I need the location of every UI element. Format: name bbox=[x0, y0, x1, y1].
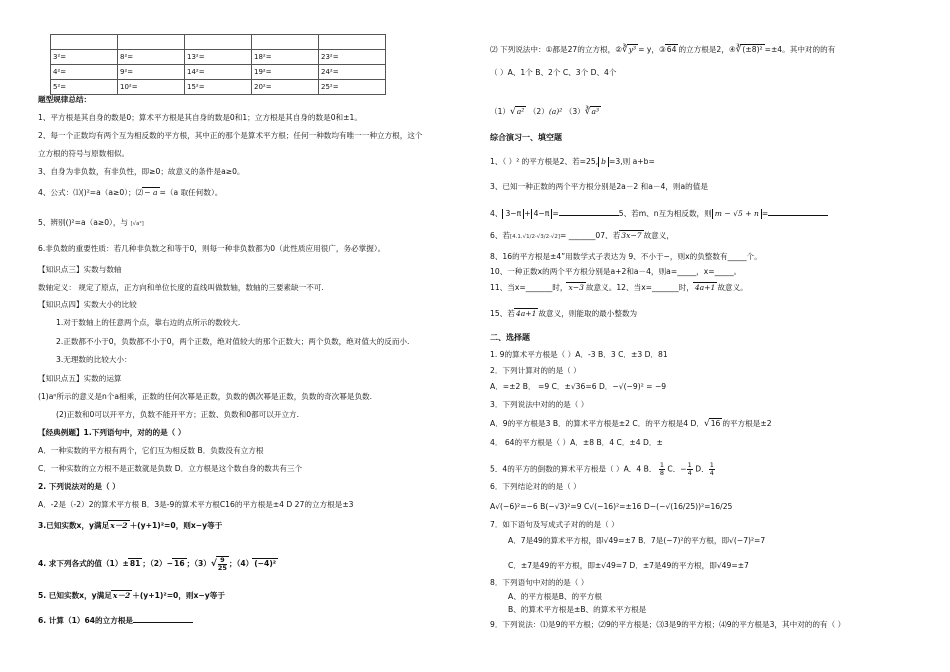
squares-table bbox=[50, 34, 386, 95]
example-1-options-cd: C．一种实数的立方根不是正数就是负数 D．立方根是这个数自身的数共有三个 bbox=[38, 464, 303, 473]
table-cell: 15²= bbox=[185, 80, 252, 95]
fill-11-12: 11、当x=_______时，x−3 故意义。12、当x=_______时，4a+1 故意义。 bbox=[490, 283, 748, 292]
table-cell: 9²= bbox=[118, 65, 185, 80]
fill-4-5: 4、 3−π + 4−π = 5、若m、n互为相反数，则 m − √5 + n = bbox=[490, 207, 828, 219]
summary-title: 题型规律总结： bbox=[38, 95, 92, 104]
knowledge-point-5-item-1: (1)aⁿ所示的意义是n个a相乘，正数的任何次幂是正数，负数的偶次幂是正数，负数的奇次幂是负数. bbox=[38, 392, 373, 401]
summary-item-2: 2、每一个正数均有两个互为相反数的平方根，其中正的那个是算术平方根；任何一种数均有唯一一种立方根，这个 bbox=[38, 131, 423, 140]
summary-item-4: 4、公式：⑴()²=a（a≥0）；⑵− a =（a 取任何数）。 bbox=[38, 188, 223, 197]
example-2-options: A．-2是（-2）2的算术平方根 B．3是-9的算术平方根C16的平方根是±4 D 27的立方根是±3 bbox=[38, 500, 354, 509]
fill-3: 3、已知一种正数的两个平方根分别是2a－2 和a－4，则a的值是 bbox=[490, 182, 708, 191]
summary-item-6: 6.非负数的重要性质：若几种非负数之和等于0，则每一种非负数都为0（此性质应用很广，务必掌握）。 bbox=[38, 244, 386, 253]
knowledge-point-4-title: 【知识点四】实数大小的比较 bbox=[38, 300, 137, 309]
question-2-stem: ⑵ 下列说法中：①都是27的立方根，②∛y³ = y，③64 的立方根是2，④∛(±8)² =±4。其中对的的有 bbox=[490, 45, 836, 55]
examples-title: 【经典例题】1.下列语句中，对的的是（ ） bbox=[38, 428, 186, 437]
answer-blank[interactable] bbox=[559, 207, 619, 216]
choice-7-options-ab: A．7是49的算术平方根，即√49=±7 B．7是(−7)²的平方根，即√(−7)²=7 bbox=[508, 536, 766, 545]
fraction-9-25: $\frac{9}{25}$ bbox=[217, 556, 227, 572]
choice-section-title: 二、选择题 bbox=[490, 333, 530, 342]
choice-7: 7．如下语句及写成式子对的的是（ ） bbox=[490, 520, 619, 529]
table-cell: 24²= bbox=[319, 65, 386, 80]
summary-item-2-cont: 立方根的符号与原数相似。 bbox=[38, 149, 130, 158]
choice-6: 6．下列结论对的的是（ ） bbox=[490, 482, 581, 491]
formula-image: [4.1.√1/2·√3/2·√2] bbox=[510, 234, 561, 240]
formula-sqrt: − a bbox=[144, 188, 158, 197]
choice-6-options: A√(−6)²=−6 B(−√3)²=9 C√(−16)²=±16 D−(−√(16/25))²=16/25 bbox=[490, 502, 733, 511]
answer-blank[interactable] bbox=[133, 614, 193, 623]
table-cell: 20²= bbox=[252, 80, 319, 95]
summary-item-5: 5、辨别()²=a（a≥0），与 [√a²] bbox=[38, 218, 144, 227]
table-cell: 25²= bbox=[319, 80, 386, 95]
choice-4: 4． 64的平方根是（ ）A．±8 B．4 C．±4 D．± bbox=[490, 438, 663, 447]
example-3: 3.已知实数x，y满足x－2 ＋(y+1)²=0，则x−y等于 bbox=[38, 521, 223, 530]
summary-item-1: 1、平方根是其自身的数是0；算术平方根是其自身的数是0和1；立方根是其自身的数是0和±1。 bbox=[38, 113, 362, 122]
knowledge-point-5-title: 【知识点五】实数的运算 bbox=[38, 374, 122, 383]
table-cell bbox=[51, 35, 118, 50]
example-1-options-ab: A．一种实数的平方根有两个，它们互为相反数 B．负数没有立方根 bbox=[38, 446, 264, 455]
choice-7-options-cd: C．±7是49的平方根，即±√49=7 D．±7是49的平方根，即√49=±7 bbox=[508, 561, 749, 570]
table-cell: 13²= bbox=[185, 50, 252, 65]
knowledge-point-4-item-3: 3.无理数的比较大小： bbox=[56, 355, 132, 364]
table-cell: 19²= bbox=[252, 65, 319, 80]
table-cell: 14²= bbox=[185, 65, 252, 80]
table-cell: 23²= bbox=[319, 50, 386, 65]
table-row bbox=[51, 80, 386, 95]
table-cell: 3²= bbox=[51, 50, 118, 65]
choice-2-options: A．=±2 B． =9 C．±√36=6 D．−√(−9)² = −9 bbox=[490, 382, 667, 391]
knowledge-point-4-item-1: 1.对于数轴上的任意两个点，靠右边的点所示的数较大. bbox=[56, 318, 241, 327]
table-cell: 18²= bbox=[252, 50, 319, 65]
fill-15: 15、若4a+1 故意义，则能取的最小整数为 bbox=[490, 309, 638, 318]
example-6: 6. 计算（1）64的立方根是 bbox=[38, 614, 193, 626]
table-row bbox=[51, 65, 386, 80]
knowledge-point-3-def: 数轴定义： 规定了原点，正方向和单位长度的直线叫做数轴，数轴的三要素缺一不可. bbox=[38, 283, 324, 292]
question-2-options: （ ）A、1个 B、2个 C、3个 D、4个 bbox=[490, 68, 617, 77]
table-cell bbox=[319, 35, 386, 50]
summary-item-3: 3、自身为非负数，有非负性，即≥0；故意义的条件是a≥0。 bbox=[38, 167, 245, 176]
choice-8-options-ab: A、的平方根是B、的平方根 bbox=[508, 592, 602, 601]
fill-1: 1、（ ）² 的平方根是2、若=25, b =3,则 a+b= bbox=[490, 157, 655, 166]
choice-9: 9．下列说法：⑴是9的平方根；⑵9的平方根是；⑶3是9的平方根；⑷9的平方根是3，其中对的的有（ ） bbox=[490, 620, 846, 629]
choice-3-options: A．9的平方根是3 B．的算术平方根是±2 C．的平方根是4 D．√16 的平方根是±2 bbox=[490, 419, 772, 429]
knowledge-point-3-title: 【知识点三】实数与数轴 bbox=[38, 265, 122, 274]
table-row bbox=[51, 35, 386, 50]
choice-1: 1. 9的算术平方根是（ ）A．-3 B．3 C．±3 D．81 bbox=[490, 350, 668, 359]
knowledge-point-4-item-2: 2.正数都不小于0，负数都不小于0，两个正数，绝对值较大的那个正数大；两个负数，绝对值大的反而小. bbox=[56, 337, 410, 346]
choice-3: 3．下列说法中对的的是（ ） bbox=[490, 400, 589, 409]
fill-6-7: 6、若[4.1.√1/2·√3/2·√2]= _______07、若3x−7 故意义， bbox=[490, 231, 674, 240]
example-4: 4. 求下列各式的值（1）±81 ；（2）−16 ；（3）√ $\frac{9}{25}$ ；（4）(−4)² bbox=[38, 556, 277, 572]
table-cell bbox=[118, 35, 185, 50]
answer-blank[interactable] bbox=[768, 207, 828, 216]
formula-image: [√a²] bbox=[130, 221, 144, 227]
choice-8: 8．下列语句中对的的是（ ） bbox=[490, 578, 589, 587]
choice-8-options-cd: B、的算术平方根是±B、的算术平方根是 bbox=[508, 605, 647, 614]
knowledge-point-5-item-2: (2)正数和0可以开平方，负数不能开平方；正数、负数和0都可以开立方. bbox=[56, 410, 300, 419]
table-row bbox=[51, 50, 386, 65]
fill-10: 10、一种正数x的两个平方根分别是a+2和a－4，则a=_____，x=_____。 bbox=[490, 267, 742, 276]
choice-2: 2．下列计算对的的是（ ） bbox=[490, 366, 581, 375]
table-cell bbox=[252, 35, 319, 50]
table-cell: 4²= bbox=[51, 65, 118, 80]
drill-title: 综合演习一、填空题 bbox=[490, 133, 562, 142]
example-2-title: 2. 下列说法对的是（ ） bbox=[38, 482, 120, 491]
table-cell bbox=[185, 35, 252, 50]
fill-8-9: 8、16的平方根是±4”用数学式子表达为 9、不小于−，则x的负整数有_____个。 bbox=[490, 252, 762, 261]
choice-5: 5．4的平方的倒数的算术平方根是（ ）A．4 B． $\frac{1}{8}$ C．− $\frac{1}{4}$ D． $\frac{1}{4}$ bbox=[490, 461, 714, 477]
example-5: 5. 已知实数x，y满足x－2 ＋(y+1)²=0，则x−y等于 bbox=[38, 591, 225, 600]
table-cell: 10²= bbox=[118, 80, 185, 95]
table-cell: 8²= bbox=[118, 50, 185, 65]
table-cell: 5²= bbox=[51, 80, 118, 95]
question-3-expressions: （1）√a² （2）(a)² （3）∛a³ bbox=[490, 107, 600, 117]
